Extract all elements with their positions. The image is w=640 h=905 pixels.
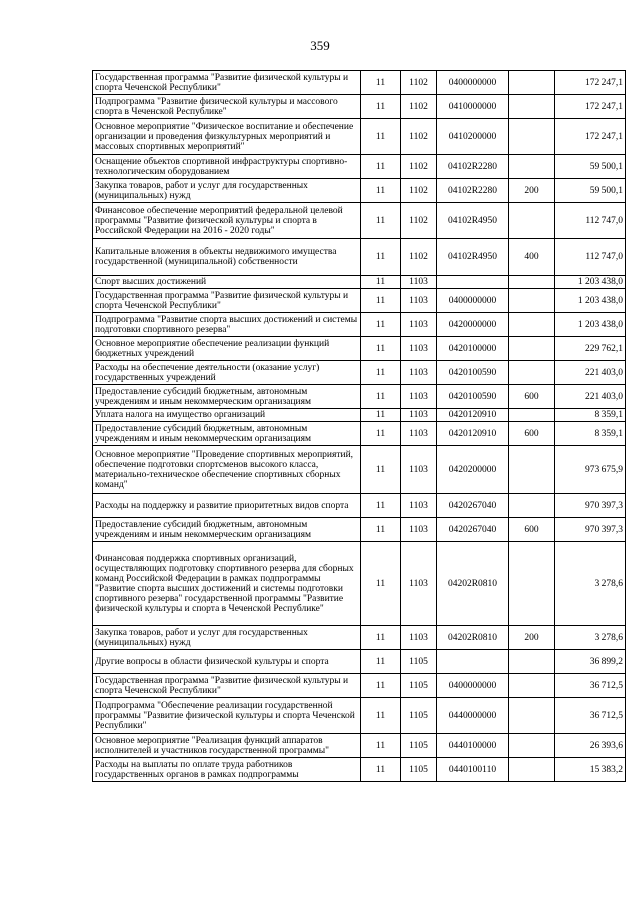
row-amount: 1 203 438,0 bbox=[555, 289, 626, 313]
row-target-article: 0400000000 bbox=[437, 674, 509, 698]
row-target-article: 0420120910 bbox=[437, 409, 509, 422]
row-expense-type bbox=[509, 95, 555, 119]
row-section: 11 bbox=[361, 95, 401, 119]
table-row bbox=[93, 494, 626, 518]
row-name: Оснащение объектов спортивной инфраструктуры спортивно-технологическим оборудованием bbox=[93, 155, 361, 179]
row-amount: 172 247,1 bbox=[555, 71, 626, 95]
table-row bbox=[93, 542, 626, 626]
row-subsection: 1102 bbox=[401, 203, 437, 239]
row-subsection: 1103 bbox=[401, 361, 437, 385]
row-section: 11 bbox=[361, 119, 401, 155]
row-target-article: 0420100000 bbox=[437, 337, 509, 361]
row-section: 11 bbox=[361, 337, 401, 361]
row-section: 11 bbox=[361, 518, 401, 542]
row-subsection: 1102 bbox=[401, 239, 437, 276]
row-subsection: 1103 bbox=[401, 446, 437, 494]
row-expense-type bbox=[509, 289, 555, 313]
row-section: 11 bbox=[361, 758, 401, 782]
row-subsection: 1103 bbox=[401, 542, 437, 626]
table-row bbox=[93, 422, 626, 446]
row-amount: 221 403,0 bbox=[555, 361, 626, 385]
table-row bbox=[93, 95, 626, 119]
row-name: Капитальные вложения в объекты недвижимого имущества государственной (муниципальной) собственности bbox=[93, 239, 361, 276]
row-subsection: 1102 bbox=[401, 95, 437, 119]
row-amount: 112 747,0 bbox=[555, 203, 626, 239]
row-section: 11 bbox=[361, 71, 401, 95]
row-amount: 36 712,5 bbox=[555, 698, 626, 734]
row-section: 11 bbox=[361, 361, 401, 385]
table-row bbox=[93, 650, 626, 674]
row-expense-type: 600 bbox=[509, 385, 555, 409]
row-target-article: 04202R0810 bbox=[437, 542, 509, 626]
row-expense-type bbox=[509, 446, 555, 494]
row-amount: 172 247,1 bbox=[555, 119, 626, 155]
row-expense-type bbox=[509, 409, 555, 422]
row-section: 11 bbox=[361, 734, 401, 758]
row-target-article: 04102R4950 bbox=[437, 239, 509, 276]
row-name: Основное мероприятие обеспечение реализации функций бюджетных учреждений bbox=[93, 337, 361, 361]
row-expense-type: 400 bbox=[509, 239, 555, 276]
row-expense-type bbox=[509, 155, 555, 179]
row-target-article: 0420120910 bbox=[437, 422, 509, 446]
table-row bbox=[93, 626, 626, 650]
row-subsection: 1103 bbox=[401, 337, 437, 361]
row-expense-type bbox=[509, 71, 555, 95]
row-expense-type bbox=[509, 674, 555, 698]
row-subsection: 1105 bbox=[401, 698, 437, 734]
row-expense-type bbox=[509, 698, 555, 734]
row-name: Закупка товаров, работ и услуг для государственных (муниципальных) нужд bbox=[93, 179, 361, 203]
row-amount: 59 500,1 bbox=[555, 155, 626, 179]
row-section: 11 bbox=[361, 542, 401, 626]
table-row bbox=[93, 119, 626, 155]
row-target-article: 04102R4950 bbox=[437, 203, 509, 239]
row-expense-type bbox=[509, 758, 555, 782]
row-name: Финансовое обеспечение мероприятий федеральной целевой программы "Развитие физической культуры и спорта в Российской Федерации на 2016 - 2020 годы" bbox=[93, 203, 361, 239]
row-name: Подпрограмма "Обеспечение реализации государственной программы "Развитие физической культуры и спорта Чеченской Республики" bbox=[93, 698, 361, 734]
row-expense-type: 600 bbox=[509, 518, 555, 542]
row-section: 11 bbox=[361, 422, 401, 446]
row-amount: 36 899,2 bbox=[555, 650, 626, 674]
row-target-article: 0410200000 bbox=[437, 119, 509, 155]
row-amount: 15 383,2 bbox=[555, 758, 626, 782]
row-name: Государственная программа "Развитие физической культуры и спорта Чеченской Республики" bbox=[93, 674, 361, 698]
row-subsection: 1102 bbox=[401, 179, 437, 203]
page-number: 359 bbox=[310, 38, 330, 53]
row-name: Основное мероприятие "Физическое воспитание и обеспечение организации и проведения физкультурных мероприятий и массовых спортивных мероприятий" bbox=[93, 119, 361, 155]
row-subsection: 1103 bbox=[401, 385, 437, 409]
row-expense-type bbox=[509, 650, 555, 674]
row-target-article: 0420000000 bbox=[437, 313, 509, 337]
table-row bbox=[93, 361, 626, 385]
table-row bbox=[93, 758, 626, 782]
row-amount: 970 397,3 bbox=[555, 518, 626, 542]
row-name: Государственная программа "Развитие физической культуры и спорта Чеченской Республики" bbox=[93, 71, 361, 95]
row-subsection: 1103 bbox=[401, 276, 437, 289]
table-row bbox=[93, 179, 626, 203]
row-target-article: 0400000000 bbox=[437, 289, 509, 313]
row-target-article: 0400000000 bbox=[437, 71, 509, 95]
row-section: 11 bbox=[361, 276, 401, 289]
row-section: 11 bbox=[361, 626, 401, 650]
table-row bbox=[93, 337, 626, 361]
row-target-article: 0410000000 bbox=[437, 95, 509, 119]
row-amount: 970 397,3 bbox=[555, 494, 626, 518]
table-row bbox=[93, 674, 626, 698]
row-amount: 59 500,1 bbox=[555, 179, 626, 203]
row-section: 11 bbox=[361, 698, 401, 734]
row-name: Основное мероприятие "Реализация функций аппаратов исполнителей и участников государственной программы" bbox=[93, 734, 361, 758]
table-row bbox=[93, 239, 626, 276]
row-section: 11 bbox=[361, 289, 401, 313]
table-row bbox=[93, 734, 626, 758]
row-name: Расходы на обеспечение деятельности (оказание услуг) государственных учреждений bbox=[93, 361, 361, 385]
row-name: Предоставление субсидий бюджетным, автономным учреждениям и иным некоммерческим организациям bbox=[93, 385, 361, 409]
row-target-article: 04102R2280 bbox=[437, 155, 509, 179]
row-amount: 8 359,1 bbox=[555, 409, 626, 422]
row-subsection: 1102 bbox=[401, 155, 437, 179]
row-expense-type bbox=[509, 542, 555, 626]
row-amount: 973 675,9 bbox=[555, 446, 626, 494]
row-section: 11 bbox=[361, 446, 401, 494]
row-section: 11 bbox=[361, 494, 401, 518]
row-name: Подпрограмма "Развитие физической культуры и массового спорта в Чеченской Республике" bbox=[93, 95, 361, 119]
row-amount: 229 762,1 bbox=[555, 337, 626, 361]
row-name: Государственная программа "Развитие физической культуры и спорта Чеченской Республики" bbox=[93, 289, 361, 313]
row-subsection: 1105 bbox=[401, 650, 437, 674]
row-subsection: 1105 bbox=[401, 734, 437, 758]
row-target-article: 0440100110 bbox=[437, 758, 509, 782]
row-target-article: 0420200000 bbox=[437, 446, 509, 494]
row-name: Уплата налога на имущество организаций bbox=[93, 409, 361, 422]
row-subsection: 1105 bbox=[401, 674, 437, 698]
table-row bbox=[93, 409, 626, 422]
row-section: 11 bbox=[361, 385, 401, 409]
table-body bbox=[93, 71, 626, 782]
row-amount: 112 747,0 bbox=[555, 239, 626, 276]
row-expense-type bbox=[509, 494, 555, 518]
row-subsection: 1103 bbox=[401, 494, 437, 518]
row-section: 11 bbox=[361, 674, 401, 698]
table-row bbox=[93, 446, 626, 494]
table-row bbox=[93, 276, 626, 289]
row-expense-type: 200 bbox=[509, 626, 555, 650]
row-target-article: 0420100590 bbox=[437, 361, 509, 385]
row-name: Спорт высших достижений bbox=[93, 276, 361, 289]
row-name: Финансовая поддержка спортивных организаций, осуществляющих подготовку спортивного резерва для сборных команд Российской Федерации в рамках подпрограммы "Развитие спорта высших достижений и системы подготовки спортивного резерва" государственной программы "Развитие физической культуры и спорта в Чеченской Республике" bbox=[93, 542, 361, 626]
table-row bbox=[93, 155, 626, 179]
row-amount: 1 203 438,0 bbox=[555, 276, 626, 289]
row-section: 11 bbox=[361, 203, 401, 239]
row-section: 11 bbox=[361, 155, 401, 179]
row-name: Расходы на поддержку и развитие приоритетных видов спорта bbox=[93, 494, 361, 518]
row-name: Предоставление субсидий бюджетным, автономным учреждениям и иным некоммерческим организациям bbox=[93, 518, 361, 542]
row-section: 11 bbox=[361, 239, 401, 276]
row-amount: 3 278,6 bbox=[555, 626, 626, 650]
row-subsection: 1103 bbox=[401, 626, 437, 650]
row-target-article: 04202R0810 bbox=[437, 626, 509, 650]
row-target-article bbox=[437, 650, 509, 674]
row-amount: 36 712,5 bbox=[555, 674, 626, 698]
row-subsection: 1102 bbox=[401, 119, 437, 155]
table-row bbox=[93, 203, 626, 239]
row-name: Предоставление субсидий бюджетным, автономным учреждениям и иным некоммерческим организациям bbox=[93, 422, 361, 446]
row-amount: 8 359,1 bbox=[555, 422, 626, 446]
row-expense-type: 200 bbox=[509, 179, 555, 203]
row-expense-type bbox=[509, 361, 555, 385]
row-subsection: 1102 bbox=[401, 71, 437, 95]
table-row bbox=[93, 698, 626, 734]
row-target-article: 0420267040 bbox=[437, 518, 509, 542]
row-expense-type bbox=[509, 119, 555, 155]
row-subsection: 1103 bbox=[401, 518, 437, 542]
table-row bbox=[93, 313, 626, 337]
row-expense-type bbox=[509, 313, 555, 337]
table-row bbox=[93, 518, 626, 542]
row-name: Закупка товаров, работ и услуг для государственных (муниципальных) нужд bbox=[93, 626, 361, 650]
row-expense-type bbox=[509, 734, 555, 758]
row-target-article bbox=[437, 276, 509, 289]
row-section: 11 bbox=[361, 650, 401, 674]
row-subsection: 1105 bbox=[401, 758, 437, 782]
row-expense-type: 600 bbox=[509, 422, 555, 446]
row-target-article: 0420267040 bbox=[437, 494, 509, 518]
row-name: Подпрограмма "Развитие спорта высших достижений и системы подготовки спортивного резерва" bbox=[93, 313, 361, 337]
table-row bbox=[93, 71, 626, 95]
row-section: 11 bbox=[361, 179, 401, 203]
row-amount: 26 393,6 bbox=[555, 734, 626, 758]
row-amount: 172 247,1 bbox=[555, 95, 626, 119]
row-section: 11 bbox=[361, 409, 401, 422]
row-target-article: 04102R2280 bbox=[437, 179, 509, 203]
row-target-article: 0440100000 bbox=[437, 734, 509, 758]
row-target-article: 0420100590 bbox=[437, 385, 509, 409]
row-amount: 3 278,6 bbox=[555, 542, 626, 626]
row-name: Основное мероприятие "Проведение спортивных мероприятий, обеспечение подготовки спортсменов высокого класса, материально-техническое обеспечение спортивных сборных команд" bbox=[93, 446, 361, 494]
row-subsection: 1103 bbox=[401, 409, 437, 422]
table-row bbox=[93, 385, 626, 409]
row-target-article: 0440000000 bbox=[437, 698, 509, 734]
row-amount: 221 403,0 bbox=[555, 385, 626, 409]
row-expense-type bbox=[509, 337, 555, 361]
row-section: 11 bbox=[361, 313, 401, 337]
row-expense-type bbox=[509, 203, 555, 239]
table-row bbox=[93, 289, 626, 313]
row-expense-type bbox=[509, 276, 555, 289]
row-subsection: 1103 bbox=[401, 422, 437, 446]
row-subsection: 1103 bbox=[401, 313, 437, 337]
row-amount: 1 203 438,0 bbox=[555, 313, 626, 337]
budget-table bbox=[92, 70, 626, 782]
row-subsection: 1103 bbox=[401, 289, 437, 313]
row-name: Расходы на выплаты по оплате труда работников государственных органов в рамках подпрограммы bbox=[93, 758, 361, 782]
row-name: Другие вопросы в области физической культуры и спорта bbox=[93, 650, 361, 674]
